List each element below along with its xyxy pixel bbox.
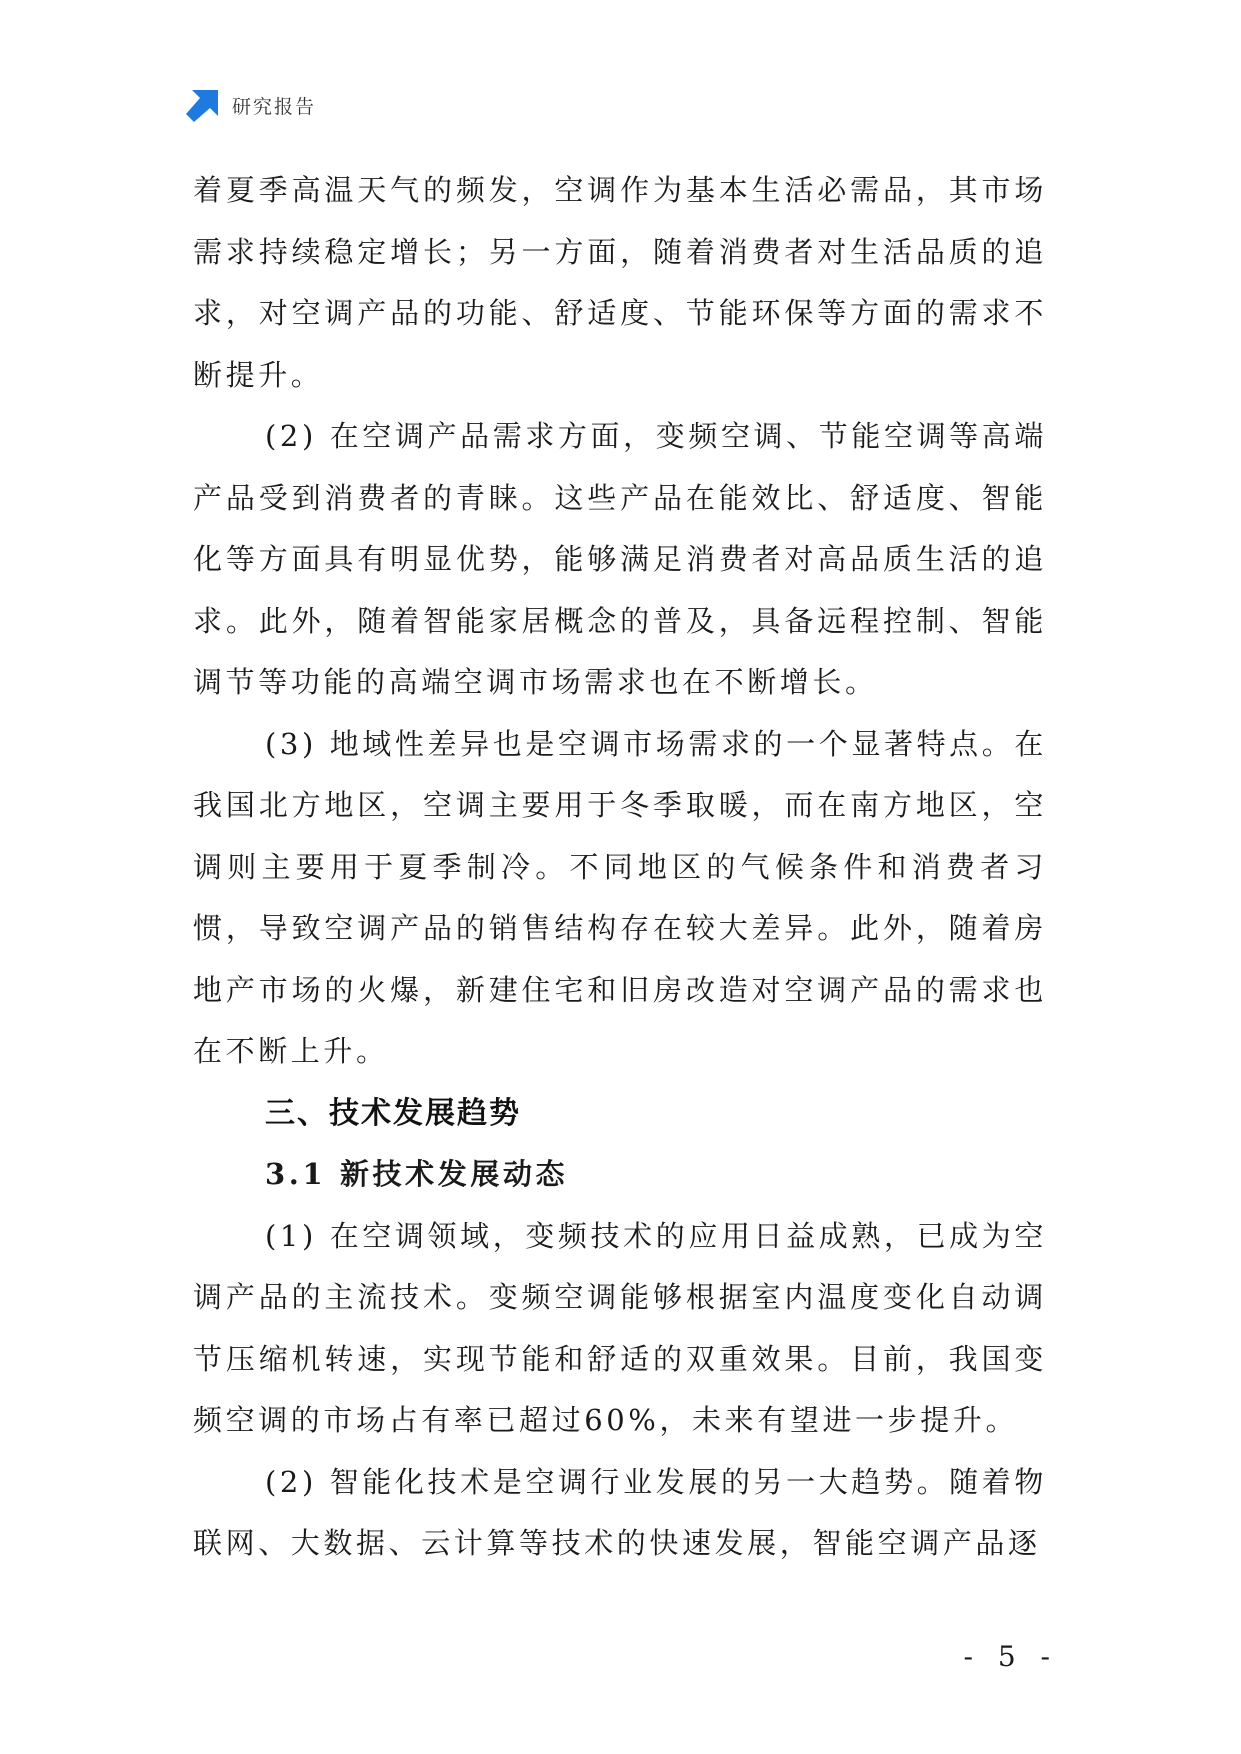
paragraph-regional-differences: (3) 地域性差异也是空调市场需求的一个显著特点。在我国北方地区，空调主要用于冬季取暖，而在南方地区，空调则主要用于夏季制冷。不同地区的气候条件和消费者习惯，导致空调产品的销售结构存在较大差异。此外，随着房地产市场的火爆，新建住宅和旧房改造对空调产品的需求也在不断上升。 [193, 726, 1047, 1068]
paragraph-smart-technology: (2) 智能化技术是空调行业发展的另一大趋势。随着物联网、大数据、云计算等技术的快速发展，智能空调产品逐 [193, 1464, 1047, 1560]
page-number: - 5 - [963, 1640, 1058, 1673]
section-heading: 三、技术发展趋势 [265, 1095, 521, 1131]
header-title: 研究报告 [232, 95, 317, 118]
arrow-up-right-icon [186, 88, 220, 122]
paragraph-inverter-technology: (1) 在空调领域，变频技术的应用日益成熟，已成为空调产品的主流技术。变频空调能够根据室内温度变化自动调节压缩机转速，实现节能和舒适的双重效果。目前，我国变频空调的市场占有率已超过60%，未来有望进一步提升。 [193, 1218, 1047, 1437]
paragraph-high-end-demand: (2) 在空调产品需求方面，变频空调、节能空调等高端产品受到消费者的青睐。这些产品在能效比、舒适度、智能化等方面具有明显优势，能够满足消费者对高品质生活的追求。此外，随着智能家居概念的普及，具备远程控制、智能调节等功能的高端空调市场需求也在不断增长。 [193, 419, 1047, 699]
paragraph-demand-growth: 着夏季高温天气的频发，空调作为基本生活必需品，其市场需求持续稳定增长；另一方面，随着消费者对生活品质的追求，对空调产品的功能、舒适度、节能环保等方面的需求不断提升。 [193, 173, 1047, 392]
report-header [186, 88, 316, 122]
subsection-heading: 3.1 新技术发展动态 [265, 1157, 569, 1191]
document-body [193, 160, 1047, 1575]
